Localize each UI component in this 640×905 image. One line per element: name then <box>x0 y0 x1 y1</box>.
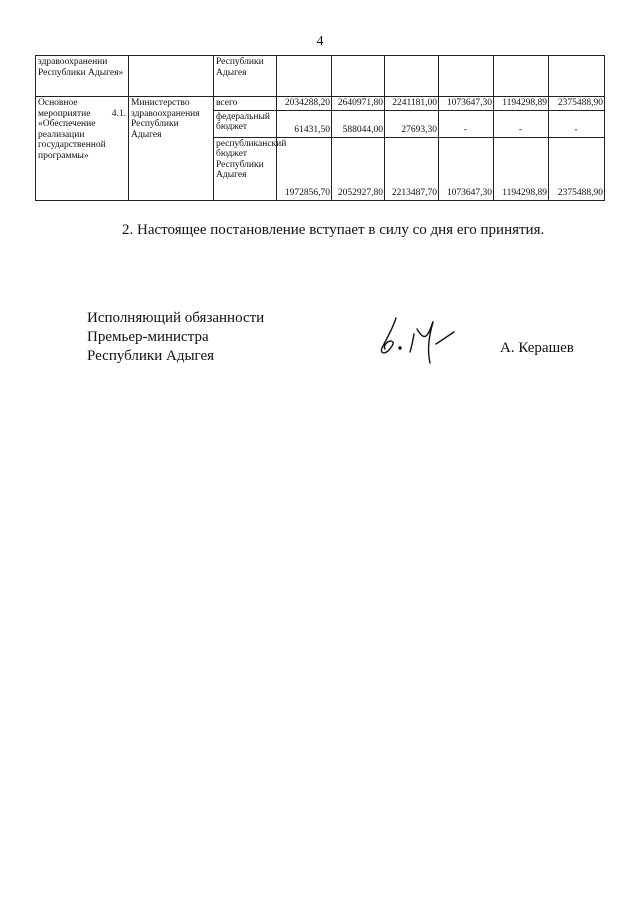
table-cell-value <box>332 56 385 97</box>
table-cell-value: 2640971,80 <box>332 97 385 111</box>
table-cell-value: 2052927,80 <box>332 137 385 200</box>
signatory-line: Премьер-министра <box>87 329 209 345</box>
table-cell-value: 1972856,70 <box>277 137 332 200</box>
table-cell-value: - <box>439 110 494 137</box>
table-cell-program: здравоохранении Республики Адыгея» <box>36 56 129 97</box>
signatory-title <box>87 309 264 366</box>
table-cell-value: 1073647,30 <box>439 97 494 111</box>
table-cell-value: 61431,50 <box>277 110 332 137</box>
table-cell-value: - <box>549 110 605 137</box>
table-cell-value: 27693,30 <box>385 110 439 137</box>
table-cell-source: Республики Адыгея <box>214 56 277 97</box>
signer-name: А. Керашев <box>500 340 574 356</box>
table-row <box>36 97 605 111</box>
budget-table <box>35 55 605 201</box>
table-cell-value: 2241181,00 <box>385 97 439 111</box>
source-label: всего <box>214 97 277 111</box>
table-cell-value <box>439 56 494 97</box>
table-cell-value: 1194298,89 <box>494 97 549 111</box>
table-cell-value <box>385 56 439 97</box>
page-number: 4 <box>316 34 324 49</box>
table-cell-value <box>549 56 605 97</box>
measure-name: Основное мероприятие 4.1. «Обеспечение реализации государственной программы» <box>36 97 129 201</box>
signatory-line: Республики Адыгея <box>87 348 215 364</box>
table-cell-value: 2213487,70 <box>385 137 439 200</box>
table-cell-value: 2034288,20 <box>277 97 332 111</box>
table-cell-executor <box>129 56 214 97</box>
table-cell-value: 1194298,89 <box>494 137 549 200</box>
table-row <box>36 56 605 97</box>
measure-executor: Министерство здравоохранения Республики Адыгея <box>129 97 214 201</box>
table-cell-value: - <box>494 110 549 137</box>
source-label: республиканский бюджет Республики Адыгея <box>214 137 277 200</box>
table-cell-value: 2375488,90 <box>549 97 605 111</box>
table-cell-value: 2375488,90 <box>549 137 605 200</box>
source-label: федеральный бюджет <box>214 110 277 137</box>
signatory-line: Исполняющий обязанности <box>87 310 265 326</box>
handwritten-signature <box>376 314 471 366</box>
table-cell-value: 1073647,30 <box>439 137 494 200</box>
decree-effective-text: 2. Настоящее постановление вступает в силу со дня его принятия. <box>122 222 545 238</box>
table-cell-value <box>494 56 549 97</box>
table-cell-value <box>277 56 332 97</box>
table-cell-value: 588044,00 <box>332 110 385 137</box>
